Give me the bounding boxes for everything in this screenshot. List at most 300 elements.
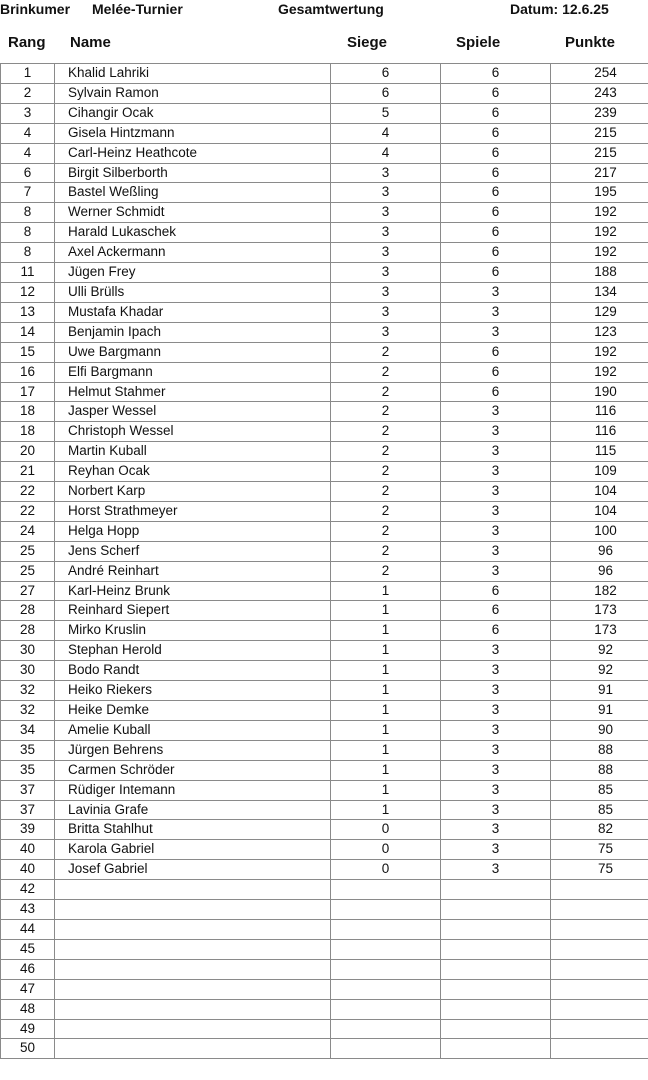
points-cell: 82 bbox=[551, 820, 648, 840]
points-cell bbox=[551, 979, 648, 999]
wins-cell: 2 bbox=[331, 482, 441, 502]
games-cell: 6 bbox=[441, 263, 551, 283]
rank-cell: 49 bbox=[1, 1019, 55, 1039]
games-cell bbox=[441, 900, 551, 920]
games-cell bbox=[441, 979, 551, 999]
wins-cell bbox=[331, 900, 441, 920]
player-name-cell bbox=[55, 959, 331, 979]
table-row bbox=[1, 601, 648, 621]
player-name-cell: Werner Schmidt bbox=[55, 203, 331, 223]
points-cell: 192 bbox=[551, 243, 648, 263]
rank-cell: 37 bbox=[1, 800, 55, 820]
games-cell: 3 bbox=[441, 521, 551, 541]
rank-cell: 25 bbox=[1, 561, 55, 581]
games-cell: 3 bbox=[441, 402, 551, 422]
player-name-cell: Reyhan Ocak bbox=[55, 462, 331, 482]
games-cell: 6 bbox=[441, 83, 551, 103]
table-row bbox=[1, 83, 648, 103]
points-cell bbox=[551, 880, 648, 900]
table-row bbox=[1, 103, 648, 123]
table-row bbox=[1, 322, 648, 342]
table-row bbox=[1, 661, 648, 681]
wins-cell: 1 bbox=[331, 641, 441, 661]
table-row bbox=[1, 501, 648, 521]
wins-cell: 2 bbox=[331, 561, 441, 581]
table-row bbox=[1, 462, 648, 482]
player-name-cell: Mirko Kruslin bbox=[55, 621, 331, 641]
wins-cell: 2 bbox=[331, 462, 441, 482]
games-cell: 6 bbox=[441, 621, 551, 641]
player-name-cell bbox=[55, 1039, 331, 1059]
points-cell: 129 bbox=[551, 302, 648, 322]
games-cell: 3 bbox=[441, 860, 551, 880]
points-cell: 215 bbox=[551, 143, 648, 163]
rank-cell: 18 bbox=[1, 422, 55, 442]
table-row bbox=[1, 800, 648, 820]
rank-cell: 44 bbox=[1, 919, 55, 939]
points-cell: 75 bbox=[551, 840, 648, 860]
wins-cell bbox=[331, 979, 441, 999]
rank-cell: 16 bbox=[1, 362, 55, 382]
points-cell: 182 bbox=[551, 581, 648, 601]
wins-cell: 3 bbox=[331, 223, 441, 243]
points-cell: 96 bbox=[551, 541, 648, 561]
games-cell bbox=[441, 880, 551, 900]
player-name-cell: Ulli Brülls bbox=[55, 282, 331, 302]
player-name-cell bbox=[55, 1019, 331, 1039]
wins-cell: 1 bbox=[331, 601, 441, 621]
points-cell: 243 bbox=[551, 83, 648, 103]
wins-cell: 1 bbox=[331, 581, 441, 601]
table-row bbox=[1, 223, 648, 243]
rank-cell: 50 bbox=[1, 1039, 55, 1059]
table-row bbox=[1, 999, 648, 1019]
player-name-cell: Sylvain Ramon bbox=[55, 83, 331, 103]
table-row bbox=[1, 880, 648, 900]
games-cell: 3 bbox=[441, 740, 551, 760]
games-cell: 3 bbox=[441, 302, 551, 322]
rank-cell: 30 bbox=[1, 641, 55, 661]
rank-cell: 15 bbox=[1, 342, 55, 362]
rank-cell: 8 bbox=[1, 223, 55, 243]
table-row bbox=[1, 959, 648, 979]
wins-cell: 1 bbox=[331, 760, 441, 780]
games-cell bbox=[441, 939, 551, 959]
table-row bbox=[1, 621, 648, 641]
player-name-cell: Bastel Weßling bbox=[55, 183, 331, 203]
rank-cell: 43 bbox=[1, 900, 55, 920]
table-row bbox=[1, 720, 648, 740]
table-row bbox=[1, 482, 648, 502]
points-cell: 239 bbox=[551, 103, 648, 123]
wins-cell: 3 bbox=[331, 282, 441, 302]
table-row bbox=[1, 780, 648, 800]
player-name-cell: Helmut Stahmer bbox=[55, 382, 331, 402]
rank-cell: 25 bbox=[1, 541, 55, 561]
points-cell: 92 bbox=[551, 641, 648, 661]
wins-cell: 4 bbox=[331, 143, 441, 163]
rank-cell: 14 bbox=[1, 322, 55, 342]
wins-cell: 3 bbox=[331, 203, 441, 223]
points-cell: 134 bbox=[551, 282, 648, 302]
games-cell bbox=[441, 959, 551, 979]
table-row bbox=[1, 143, 648, 163]
rank-cell: 2 bbox=[1, 83, 55, 103]
points-cell: 100 bbox=[551, 521, 648, 541]
column-header-row bbox=[0, 34, 648, 56]
table-row bbox=[1, 701, 648, 721]
wins-cell bbox=[331, 919, 441, 939]
rank-cell: 42 bbox=[1, 880, 55, 900]
rank-cell: 6 bbox=[1, 163, 55, 183]
table-row bbox=[1, 581, 648, 601]
player-name-cell: Rüdiger Intemann bbox=[55, 780, 331, 800]
wins-cell: 3 bbox=[331, 183, 441, 203]
wins-cell: 2 bbox=[331, 442, 441, 462]
player-name-cell: Heiko Riekers bbox=[55, 681, 331, 701]
table-row bbox=[1, 203, 648, 223]
player-name-cell: Carl-Heinz Heathcote bbox=[55, 143, 331, 163]
table-row bbox=[1, 521, 648, 541]
games-cell: 6 bbox=[441, 143, 551, 163]
player-name-cell: Karola Gabriel bbox=[55, 840, 331, 860]
points-cell bbox=[551, 1039, 648, 1059]
rank-cell: 1 bbox=[1, 64, 55, 84]
games-cell: 6 bbox=[441, 382, 551, 402]
points-cell: 91 bbox=[551, 681, 648, 701]
rank-cell: 30 bbox=[1, 661, 55, 681]
wins-cell: 2 bbox=[331, 501, 441, 521]
table-row bbox=[1, 860, 648, 880]
games-cell: 3 bbox=[441, 541, 551, 561]
player-name-cell: Jügen Frey bbox=[55, 263, 331, 283]
games-cell: 3 bbox=[441, 482, 551, 502]
player-name-cell: Uwe Bargmann bbox=[55, 342, 331, 362]
wins-cell: 3 bbox=[331, 302, 441, 322]
wins-cell: 2 bbox=[331, 402, 441, 422]
points-cell: 90 bbox=[551, 720, 648, 740]
wins-cell: 2 bbox=[331, 422, 441, 442]
games-cell: 3 bbox=[441, 501, 551, 521]
player-name-cell bbox=[55, 979, 331, 999]
rank-cell: 3 bbox=[1, 103, 55, 123]
games-cell: 6 bbox=[441, 103, 551, 123]
points-cell: 123 bbox=[551, 322, 648, 342]
table-row bbox=[1, 1019, 648, 1039]
rank-cell: 35 bbox=[1, 740, 55, 760]
column-header-rang: Rang bbox=[8, 34, 46, 51]
date-label: Datum: 12.6.25 bbox=[510, 1, 609, 17]
rank-cell: 24 bbox=[1, 521, 55, 541]
player-name-cell: André Reinhart bbox=[55, 561, 331, 581]
wins-cell: 4 bbox=[331, 123, 441, 143]
wins-cell: 2 bbox=[331, 382, 441, 402]
games-cell: 6 bbox=[441, 342, 551, 362]
table-row bbox=[1, 900, 648, 920]
rank-cell: 13 bbox=[1, 302, 55, 322]
games-cell: 6 bbox=[441, 601, 551, 621]
table-row bbox=[1, 342, 648, 362]
rank-cell: 45 bbox=[1, 939, 55, 959]
player-name-cell: Reinhard Siepert bbox=[55, 601, 331, 621]
rank-cell: 8 bbox=[1, 203, 55, 223]
games-cell: 6 bbox=[441, 581, 551, 601]
player-name-cell: Horst Strathmeyer bbox=[55, 501, 331, 521]
wins-cell: 6 bbox=[331, 64, 441, 84]
table-row bbox=[1, 641, 648, 661]
player-name-cell: Lavinia Grafe bbox=[55, 800, 331, 820]
rank-cell: 21 bbox=[1, 462, 55, 482]
points-cell: 192 bbox=[551, 342, 648, 362]
wins-cell: 1 bbox=[331, 780, 441, 800]
games-cell: 6 bbox=[441, 163, 551, 183]
wins-cell bbox=[331, 999, 441, 1019]
document-header bbox=[0, 0, 648, 20]
games-cell: 3 bbox=[441, 720, 551, 740]
wins-cell: 1 bbox=[331, 621, 441, 641]
points-cell: 254 bbox=[551, 64, 648, 84]
points-cell: 91 bbox=[551, 701, 648, 721]
wins-cell bbox=[331, 1019, 441, 1039]
table-row bbox=[1, 163, 648, 183]
points-cell: 88 bbox=[551, 740, 648, 760]
player-name-cell: Amelie Kuball bbox=[55, 720, 331, 740]
club-name: Brinkumer bbox=[0, 1, 71, 17]
player-name-cell: Britta Stahlhut bbox=[55, 820, 331, 840]
wins-cell bbox=[331, 939, 441, 959]
games-cell: 6 bbox=[441, 64, 551, 84]
table-row bbox=[1, 760, 648, 780]
rank-cell: 27 bbox=[1, 581, 55, 601]
games-cell: 3 bbox=[441, 840, 551, 860]
player-name-cell bbox=[55, 999, 331, 1019]
wins-cell: 1 bbox=[331, 720, 441, 740]
games-cell: 3 bbox=[441, 681, 551, 701]
rank-cell: 22 bbox=[1, 482, 55, 502]
rank-cell: 39 bbox=[1, 820, 55, 840]
games-cell: 3 bbox=[441, 422, 551, 442]
games-cell: 3 bbox=[441, 800, 551, 820]
points-cell: 217 bbox=[551, 163, 648, 183]
games-cell: 3 bbox=[441, 701, 551, 721]
rank-cell: 47 bbox=[1, 979, 55, 999]
player-name-cell: Harald Lukaschek bbox=[55, 223, 331, 243]
column-header-name: Name bbox=[70, 34, 111, 51]
player-name-cell: Mustafa Khadar bbox=[55, 302, 331, 322]
player-name-cell: Khalid Lahriki bbox=[55, 64, 331, 84]
rank-cell: 46 bbox=[1, 959, 55, 979]
points-cell: 116 bbox=[551, 422, 648, 442]
wins-cell: 6 bbox=[331, 83, 441, 103]
games-cell: 3 bbox=[441, 282, 551, 302]
points-cell: 173 bbox=[551, 621, 648, 641]
table-row bbox=[1, 302, 648, 322]
column-header-punkte: Punkte bbox=[565, 34, 616, 51]
table-row bbox=[1, 282, 648, 302]
games-cell: 3 bbox=[441, 442, 551, 462]
points-cell: 195 bbox=[551, 183, 648, 203]
table-row bbox=[1, 681, 648, 701]
player-name-cell: Martin Kuball bbox=[55, 442, 331, 462]
player-name-cell: Helga Hopp bbox=[55, 521, 331, 541]
games-cell: 3 bbox=[441, 760, 551, 780]
wins-cell: 1 bbox=[331, 681, 441, 701]
player-name-cell: Jasper Wessel bbox=[55, 402, 331, 422]
points-cell: 85 bbox=[551, 800, 648, 820]
games-cell: 3 bbox=[441, 661, 551, 681]
wins-cell: 1 bbox=[331, 661, 441, 681]
rank-cell: 40 bbox=[1, 840, 55, 860]
player-name-cell: Josef Gabriel bbox=[55, 860, 331, 880]
points-cell: 215 bbox=[551, 123, 648, 143]
column-header-siege: Siege bbox=[347, 34, 388, 51]
wins-cell: 1 bbox=[331, 701, 441, 721]
table-row bbox=[1, 263, 648, 283]
games-cell bbox=[441, 1019, 551, 1039]
wins-cell: 1 bbox=[331, 740, 441, 760]
table-row bbox=[1, 840, 648, 860]
table-row bbox=[1, 1039, 648, 1059]
wins-cell: 1 bbox=[331, 800, 441, 820]
table-row bbox=[1, 541, 648, 561]
wins-cell: 2 bbox=[331, 541, 441, 561]
player-name-cell: Birgit Silberborth bbox=[55, 163, 331, 183]
table-row bbox=[1, 939, 648, 959]
points-cell: 188 bbox=[551, 263, 648, 283]
table-row bbox=[1, 402, 648, 422]
table-row bbox=[1, 64, 648, 84]
wins-cell: 2 bbox=[331, 342, 441, 362]
points-cell bbox=[551, 900, 648, 920]
ranking-table bbox=[0, 63, 648, 1059]
player-name-cell: Jürgen Behrens bbox=[55, 740, 331, 760]
player-name-cell: Norbert Karp bbox=[55, 482, 331, 502]
rank-cell: 37 bbox=[1, 780, 55, 800]
table-row bbox=[1, 820, 648, 840]
rank-cell: 22 bbox=[1, 501, 55, 521]
wins-cell: 0 bbox=[331, 840, 441, 860]
games-cell: 6 bbox=[441, 203, 551, 223]
points-cell: 109 bbox=[551, 462, 648, 482]
rank-cell: 28 bbox=[1, 601, 55, 621]
wins-cell: 3 bbox=[331, 263, 441, 283]
games-cell: 6 bbox=[441, 123, 551, 143]
points-cell: 192 bbox=[551, 223, 648, 243]
points-cell: 104 bbox=[551, 482, 648, 502]
rank-cell: 11 bbox=[1, 263, 55, 283]
wins-cell: 5 bbox=[331, 103, 441, 123]
table-row bbox=[1, 919, 648, 939]
wins-cell: 3 bbox=[331, 322, 441, 342]
rank-cell: 4 bbox=[1, 123, 55, 143]
points-cell: 104 bbox=[551, 501, 648, 521]
rank-cell: 7 bbox=[1, 183, 55, 203]
points-cell bbox=[551, 1019, 648, 1039]
games-cell bbox=[441, 999, 551, 1019]
player-name-cell: Benjamin Ipach bbox=[55, 322, 331, 342]
player-name-cell bbox=[55, 880, 331, 900]
points-cell: 190 bbox=[551, 382, 648, 402]
points-cell: 192 bbox=[551, 203, 648, 223]
rank-cell: 32 bbox=[1, 701, 55, 721]
rank-cell: 17 bbox=[1, 382, 55, 402]
player-name-cell: Elfi Bargmann bbox=[55, 362, 331, 382]
points-cell: 96 bbox=[551, 561, 648, 581]
player-name-cell: Bodo Randt bbox=[55, 661, 331, 681]
points-cell: 173 bbox=[551, 601, 648, 621]
document-title: Gesamtwertung bbox=[278, 1, 384, 17]
wins-cell: 3 bbox=[331, 243, 441, 263]
table-row bbox=[1, 740, 648, 760]
player-name-cell: Karl-Heinz Brunk bbox=[55, 581, 331, 601]
player-name-cell: Axel Ackermann bbox=[55, 243, 331, 263]
rank-cell: 40 bbox=[1, 860, 55, 880]
wins-cell bbox=[331, 959, 441, 979]
player-name-cell: Stephan Herold bbox=[55, 641, 331, 661]
player-name-cell: Cihangir Ocak bbox=[55, 103, 331, 123]
games-cell bbox=[441, 1039, 551, 1059]
points-cell: 88 bbox=[551, 760, 648, 780]
wins-cell: 0 bbox=[331, 860, 441, 880]
games-cell: 3 bbox=[441, 641, 551, 661]
player-name-cell: Christoph Wessel bbox=[55, 422, 331, 442]
points-cell: 92 bbox=[551, 661, 648, 681]
games-cell: 6 bbox=[441, 243, 551, 263]
rank-cell: 35 bbox=[1, 760, 55, 780]
rank-cell: 4 bbox=[1, 143, 55, 163]
table-row bbox=[1, 362, 648, 382]
points-cell: 75 bbox=[551, 860, 648, 880]
wins-cell: 3 bbox=[331, 163, 441, 183]
games-cell: 3 bbox=[441, 322, 551, 342]
games-cell: 3 bbox=[441, 462, 551, 482]
event-name: Melée-Turnier bbox=[92, 1, 183, 17]
player-name-cell bbox=[55, 900, 331, 920]
wins-cell bbox=[331, 1039, 441, 1059]
points-cell: 192 bbox=[551, 362, 648, 382]
rank-cell: 12 bbox=[1, 282, 55, 302]
ranking-table-body bbox=[1, 64, 648, 1059]
wins-cell bbox=[331, 880, 441, 900]
rank-cell: 34 bbox=[1, 720, 55, 740]
wins-cell: 2 bbox=[331, 521, 441, 541]
rank-cell: 48 bbox=[1, 999, 55, 1019]
player-name-cell: Gisela Hintzmann bbox=[55, 123, 331, 143]
points-cell bbox=[551, 919, 648, 939]
table-row bbox=[1, 979, 648, 999]
wins-cell: 2 bbox=[331, 362, 441, 382]
games-cell: 3 bbox=[441, 820, 551, 840]
table-row bbox=[1, 183, 648, 203]
player-name-cell: Carmen Schröder bbox=[55, 760, 331, 780]
player-name-cell bbox=[55, 919, 331, 939]
table-row bbox=[1, 243, 648, 263]
table-row bbox=[1, 123, 648, 143]
points-cell: 116 bbox=[551, 402, 648, 422]
games-cell bbox=[441, 919, 551, 939]
table-row bbox=[1, 422, 648, 442]
games-cell: 3 bbox=[441, 780, 551, 800]
table-row bbox=[1, 382, 648, 402]
points-cell bbox=[551, 939, 648, 959]
points-cell bbox=[551, 959, 648, 979]
rank-cell: 32 bbox=[1, 681, 55, 701]
games-cell: 6 bbox=[441, 362, 551, 382]
rank-cell: 18 bbox=[1, 402, 55, 422]
games-cell: 6 bbox=[441, 223, 551, 243]
games-cell: 6 bbox=[441, 183, 551, 203]
points-cell bbox=[551, 999, 648, 1019]
